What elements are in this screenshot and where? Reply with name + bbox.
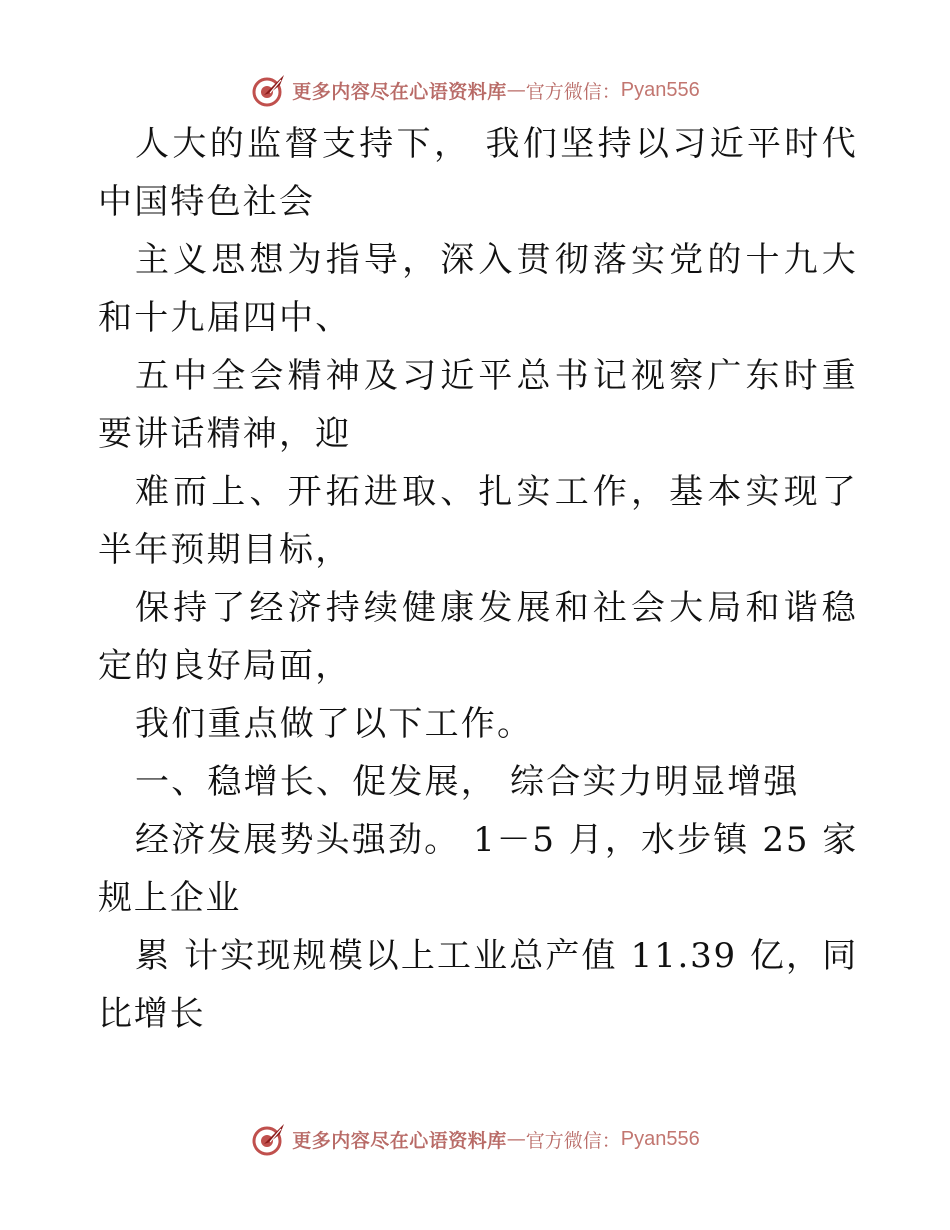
section-heading: 一、稳增长、促发展， 综合实力明显增强 — [135, 762, 800, 802]
header-watermark — [0, 68, 950, 112]
watermark-wechat-label: 官方微信： — [525, 80, 621, 103]
document-body — [98, 115, 858, 1043]
paragraph-3: 五中全会精神及习近平总书记视察广东时重要讲话精神，迎 — [98, 356, 858, 454]
watermark-title: 更多内容尽在心语资料库 — [292, 1129, 507, 1152]
watermark-wechat-id: Pyan556 — [620, 78, 700, 101]
watermark-wechat-id: Pyan556 — [620, 1127, 700, 1150]
paragraph-6: 我们重点做了以下工作。 — [135, 704, 534, 744]
watermark-dash: — — [506, 79, 526, 101]
paragraph-7: 经济发展势头强劲。 1－5 月，水步镇 25 家规上企业 — [98, 820, 858, 918]
paragraph-1: 人大的监督支持下， 我们坚持以习近平时代中国特色社会 — [98, 124, 858, 222]
paragraph-8: 累 计实现规模以上工业总产值 11.39 亿，同比增长 — [98, 936, 858, 1034]
footer-watermark — [0, 1117, 950, 1161]
quill-logo-icon — [250, 71, 288, 109]
watermark-wechat-label: 官方微信： — [525, 1129, 621, 1152]
paragraph-5: 保持了经济持续健康发展和社会大局和谐稳定的良好局面， — [98, 588, 858, 686]
paragraph-4: 难而上、开拓进取、扎实工作，基本实现了半年预期目标， — [98, 472, 858, 570]
quill-logo-icon — [250, 1120, 288, 1158]
watermark-dash: — — [506, 1128, 526, 1150]
paragraph-2: 主义思想为指导，深入贯彻落实党的十九大和十九届四中、 — [98, 240, 858, 338]
watermark-title: 更多内容尽在心语资料库 — [292, 80, 507, 103]
